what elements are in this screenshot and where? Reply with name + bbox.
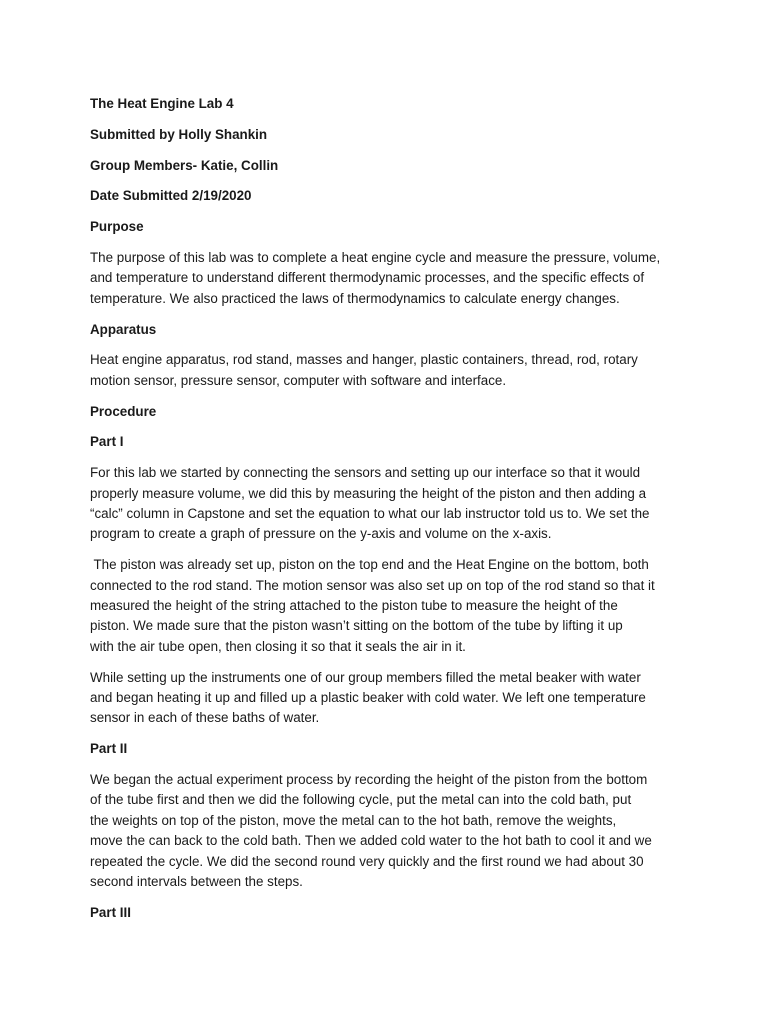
text-line: second intervals between the steps. <box>90 874 303 890</box>
date-submitted: Date Submitted 2/19/2020 <box>90 188 252 204</box>
text-line: The purpose of this lab was to complete a heat engine cycle and measure the pressure, volume, <box>90 249 661 265</box>
text-line: The piston was already set up, piston on the top end and the Heat Engine on the bottom, both <box>90 557 649 573</box>
text-line: of the tube first and then we did the following cycle, put the metal can into the cold bath, put <box>90 792 632 808</box>
text-line: repeated the cycle. We did the second round very quickly and the first round we had about 30 <box>90 853 644 869</box>
text-line: the weights on top of the piston, move the metal can to the hot bath, remove the weights, <box>90 812 617 828</box>
text-line: Heat engine apparatus, rod stand, masses and hanger, plastic containers, thread, rod, rotary <box>90 352 638 368</box>
text-line: and began heating it up and filled up a plastic beaker with cold water. We left one temperature <box>90 690 646 706</box>
text-line: sensor in each of these baths of water. <box>90 710 320 726</box>
purpose-paragraph <box>90 248 690 309</box>
text-line: For this lab we started by connecting the sensors and setting up our interface so that it would <box>90 465 641 481</box>
document-title: The Heat Engine Lab 4 <box>90 96 234 111</box>
part1-heading: Part I <box>90 434 124 450</box>
apparatus-paragraph <box>90 350 690 391</box>
apparatus-heading: Apparatus <box>90 321 157 337</box>
text-line: program to create a graph of pressure on the y-axis and volume on the x-axis. <box>90 526 552 542</box>
part2-paragraph-1 <box>90 770 690 892</box>
text-line: temperature. We also practiced the laws of thermodynamics to calculate energy changes. <box>90 290 620 306</box>
text-line: “calc” column in Capstone and set the equation to what our lab instructor told us to. We set the <box>90 506 650 521</box>
part1-paragraph-1 <box>90 463 690 545</box>
text-line: move the can back to the cold bath. Then we added cold water to the hot bath to cool it and we <box>90 833 652 849</box>
purpose-heading: Purpose <box>90 219 144 235</box>
text-line: with the air tube open, then closing it so that it seals the air in it. <box>90 638 466 654</box>
part1-paragraph-2 <box>90 555 690 657</box>
text-line: measured the height of the string attached to the piston tube to measure the height of the <box>90 598 618 614</box>
submitted-by: Submitted by Holly Shankin <box>90 126 268 142</box>
document-page <box>90 94 690 934</box>
text-line: and temperature to understand different thermodynamic processes, and the specific effects of <box>90 270 645 286</box>
text-line: properly measure volume, we did this by measuring the height of the piston and then adding a <box>90 485 647 501</box>
text-line: We began the actual experiment process by recording the height of the piston from the bottom <box>90 772 648 788</box>
text-line: While setting up the instruments one of our group members filled the metal beaker with water <box>90 669 641 685</box>
part1-paragraph-3 <box>90 668 690 729</box>
text-line: motion sensor, pressure sensor, computer with software and interface. <box>90 372 507 388</box>
text-line: connected to the rod stand. The motion sensor was also set up on top of the rod stand so that it <box>90 577 655 593</box>
procedure-heading: Procedure <box>90 403 157 419</box>
text-line: piston. We made sure that the piston wasn’t sitting on the bottom of the tube by lifting it up <box>90 618 623 634</box>
group-members: Group Members- Katie, Collin <box>90 157 279 173</box>
part2-heading: Part II <box>90 741 128 757</box>
part3-heading: Part III <box>90 904 131 920</box>
